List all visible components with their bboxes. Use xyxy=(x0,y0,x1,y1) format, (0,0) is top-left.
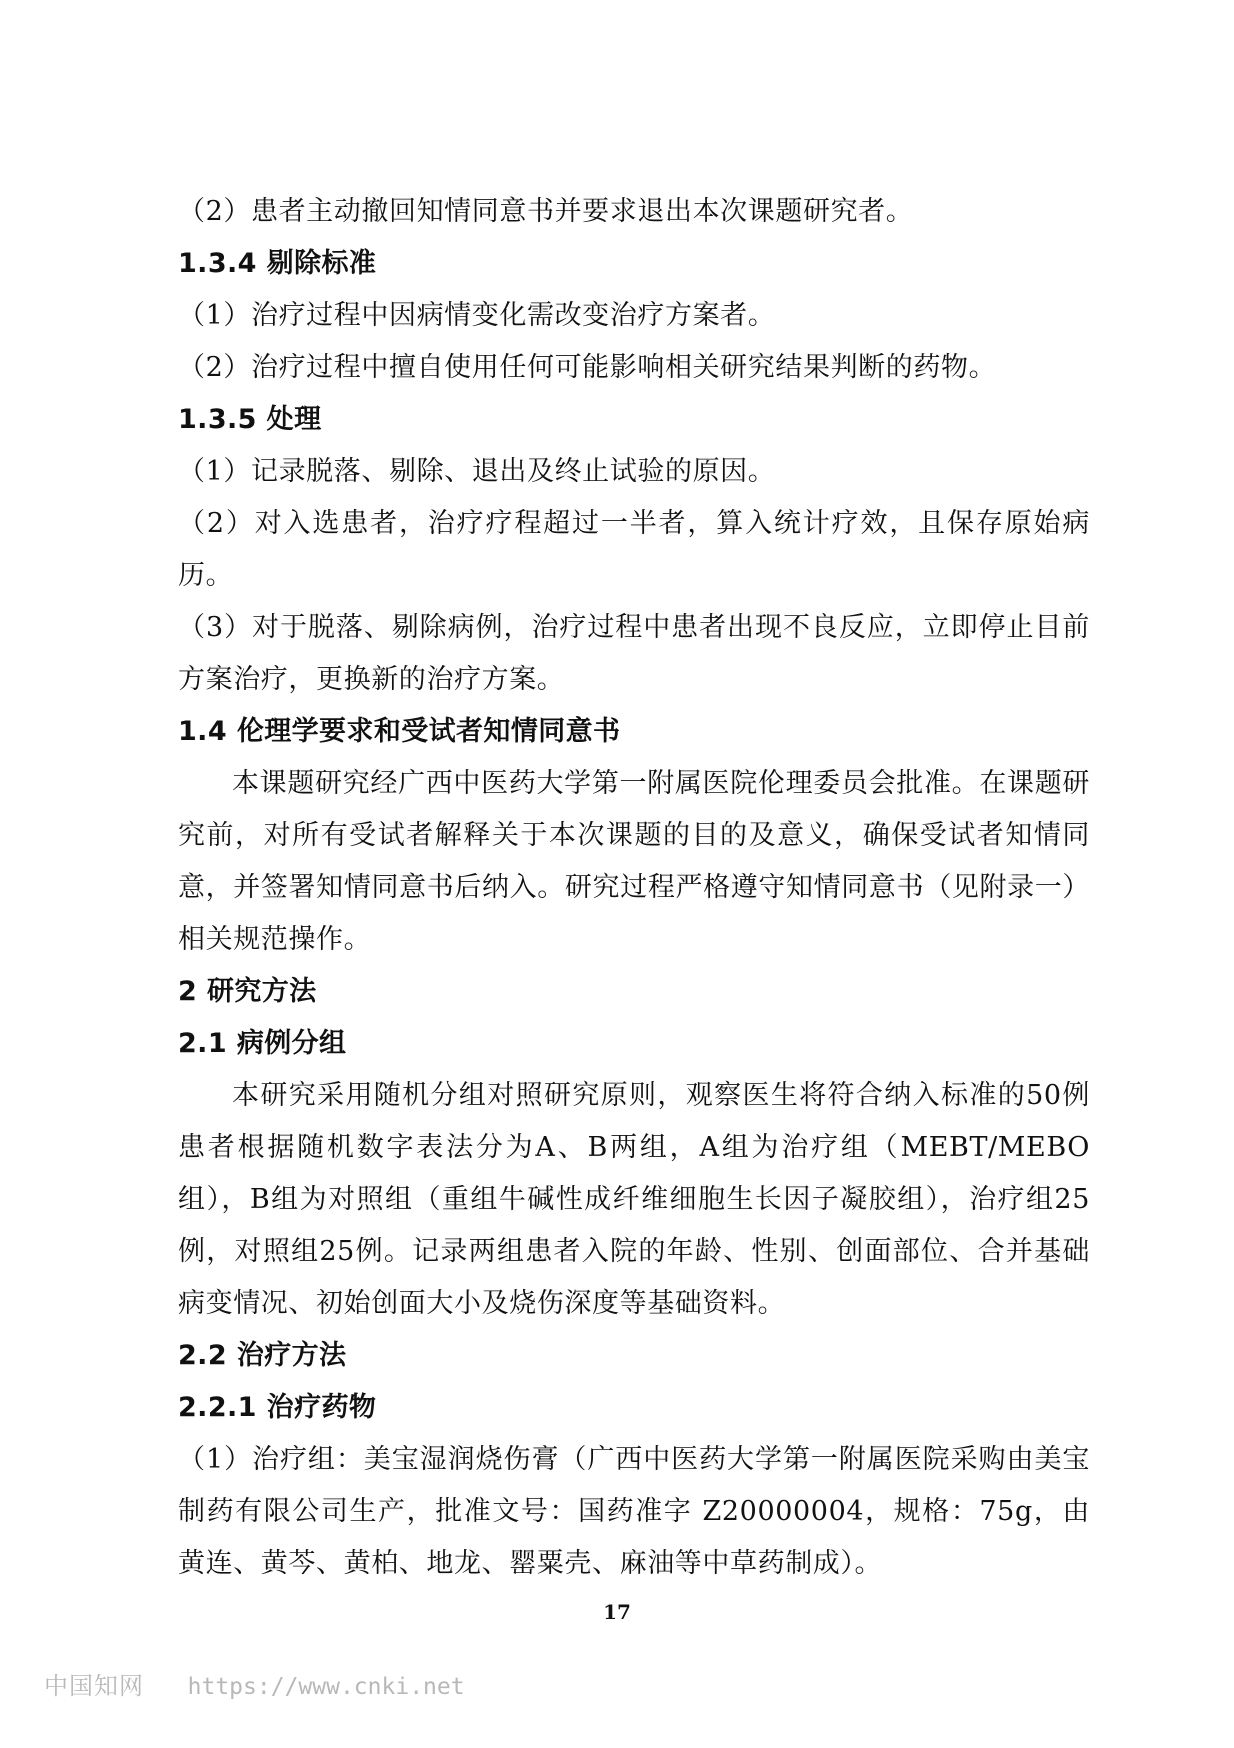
section-heading-2: 2 研究方法 xyxy=(178,976,317,1007)
section-heading-1-4: 1.4 伦理学要求和受试者知情同意书 xyxy=(178,716,621,747)
handling-item-1: （1）记录脱落、剔除、退出及终止试验的原因。 xyxy=(178,456,776,487)
page-number: 17 xyxy=(603,1600,631,1624)
section-heading-2-1: 2.1 病例分组 xyxy=(178,1028,347,1059)
section-heading-2-2: 2.2 治疗方法 xyxy=(178,1340,347,1371)
ethics-paragraph: 本课题研究经广西中医药大学第一附属医院伦理委员会批准。在课题研究前，对所有受试者解释关于本次课题的目的及意义，确保受试者知情同意，并签署知情同意书后纳入。研究过程严格遵守知情同意书（见附录一）相关规范操作。 xyxy=(178,768,1090,955)
section-heading-2-2-1: 2.2.1 治疗药物 xyxy=(178,1392,377,1423)
grouping-paragraph: 本研究采用随机分组对照研究原则，观察医生将符合纳入标准的50例患者根据随机数字表法分为A、B两组，A组为治疗组（MEBT/MEBO组），B组为对照组（重组牛碱性成纤维细胞生长因子凝胶组），治疗组25例，对照组25例。记录两组患者入院的年龄、性别、创面部位、合并基础病变情况、初始创面大小及烧伤深度等基础资料。 xyxy=(178,1080,1090,1319)
section-heading-1-3-5: 1.3.5 处理 xyxy=(178,404,322,435)
watermark-url: https://www.cnki.net xyxy=(187,1674,465,1700)
exclusion-item-1: （1）治疗过程中因病情变化需改变治疗方案者。 xyxy=(178,300,776,331)
handling-item-3: （3）对于脱落、剔除病例，治疗过程中患者出现不良反应，立即停止目前方案治疗，更换新的治疗方案。 xyxy=(178,612,1090,695)
watermark-name: 中国知网 xyxy=(44,1672,144,1700)
handling-item-2: （2）对入选患者，治疗疗程超过一半者，算入统计疗效，且保存原始病历。 xyxy=(178,508,1090,591)
section-heading-1-3-4: 1.3.4 剔除标准 xyxy=(178,248,377,279)
exit-criteria-item-2: （2）患者主动撤回知情同意书并要求退出本次课题研究者。 xyxy=(178,196,914,227)
document-body xyxy=(178,186,1090,1590)
cnki-watermark xyxy=(44,1666,465,1701)
treatment-drug-item-1: （1）治疗组：美宝湿润烧伤膏（广西中医药大学第一附属医院采购由美宝制药有限公司生产，批准文号：国药准字 Z20000004，规格：75g，由黄连、黄芩、黄柏、地龙、罂粟壳、麻油等中草药制成）。 xyxy=(178,1444,1090,1579)
exclusion-item-2: （2）治疗过程中擅自使用任何可能影响相关研究结果判断的药物。 xyxy=(178,352,997,383)
